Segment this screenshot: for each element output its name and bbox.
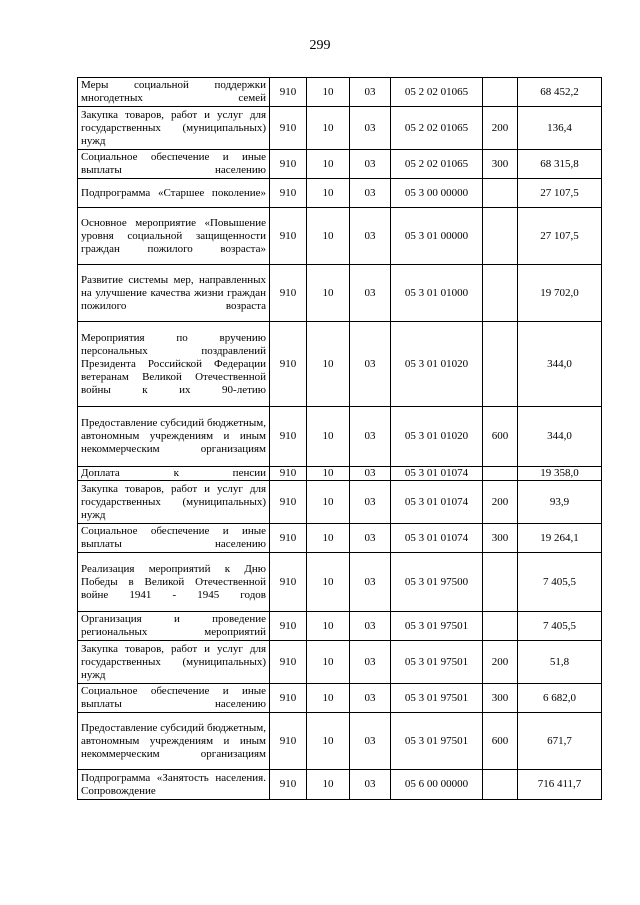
row-ministry-code: 910 [270,684,307,713]
row-section-code: 10 [307,612,350,641]
row-amount: 27 107,5 [518,208,602,265]
row-section-code: 10 [307,553,350,612]
table-row [78,641,602,684]
table-row [78,322,602,407]
row-name: Мероприятия по вручению персональных поздравлений Президента Российской Федерации ветеранам Великой Отечественной войны к их 90-летию [78,322,270,407]
row-subsection-code: 03 [350,107,391,150]
row-amount: 68 452,2 [518,78,602,107]
row-ministry-code: 910 [270,770,307,800]
row-expense-type: 300 [483,524,518,553]
row-expense-type [483,78,518,107]
row-ministry-code: 910 [270,641,307,684]
row-name: Меры социальной поддержки многодетных семей [78,78,270,107]
row-amount: 19 358,0 [518,467,602,481]
table-row [78,481,602,524]
row-name: Предоставление субсидий бюджетным, автономным учреждениям и иным некоммерческим организациям [78,713,270,770]
table-row [78,770,602,800]
table-row [78,150,602,179]
row-amount: 344,0 [518,407,602,467]
row-expense-type: 300 [483,150,518,179]
page-number: 299 [309,38,331,53]
row-ministry-code: 910 [270,150,307,179]
row-amount: 19 264,1 [518,524,602,553]
row-expense-type [483,612,518,641]
row-section-code: 10 [307,107,350,150]
table-row [78,265,602,322]
row-ministry-code: 910 [270,467,307,481]
table-row [78,78,602,107]
row-section-code: 10 [307,467,350,481]
row-section-code: 10 [307,481,350,524]
row-amount: 7 405,5 [518,553,602,612]
table-row [78,553,602,612]
row-subsection-code: 03 [350,684,391,713]
row-amount: 68 315,8 [518,150,602,179]
row-subsection-code: 03 [350,407,391,467]
table-row [78,684,602,713]
row-expense-type: 300 [483,684,518,713]
row-subsection-code: 03 [350,770,391,800]
row-subsection-code: 03 [350,265,391,322]
row-section-code: 10 [307,179,350,208]
row-subsection-code: 03 [350,179,391,208]
row-subsection-code: 03 [350,612,391,641]
row-amount: 51,8 [518,641,602,684]
row-target-article: 05 3 01 97501 [391,612,483,641]
row-subsection-code: 03 [350,322,391,407]
row-name: Реализация мероприятий к Дню Победы в Великой Отечественной войне 1941 - 1945 годов [78,553,270,612]
row-ministry-code: 910 [270,524,307,553]
row-ministry-code: 910 [270,265,307,322]
table-body [78,78,602,800]
row-amount: 136,4 [518,107,602,150]
row-name: Социальное обеспечение и иные выплаты населению [78,150,270,179]
table-row [78,179,602,208]
row-target-article: 05 3 01 97501 [391,713,483,770]
row-name: Доплата к пенсии [78,467,270,481]
row-target-article: 05 2 02 01065 [391,150,483,179]
row-amount: 7 405,5 [518,612,602,641]
row-expense-type [483,322,518,407]
row-name: Подпрограмма «Старшее поколение» [78,179,270,208]
row-subsection-code: 03 [350,713,391,770]
row-ministry-code: 910 [270,481,307,524]
row-target-article: 05 3 01 01020 [391,322,483,407]
row-section-code: 10 [307,78,350,107]
row-target-article: 05 3 01 01074 [391,524,483,553]
row-target-article: 05 3 01 00000 [391,208,483,265]
row-section-code: 10 [307,208,350,265]
row-subsection-code: 03 [350,553,391,612]
row-ministry-code: 910 [270,107,307,150]
row-subsection-code: 03 [350,467,391,481]
row-section-code: 10 [307,322,350,407]
row-section-code: 10 [307,524,350,553]
row-target-article: 05 3 01 97501 [391,641,483,684]
row-section-code: 10 [307,407,350,467]
table-row [78,407,602,467]
row-ministry-code: 910 [270,553,307,612]
row-section-code: 10 [307,770,350,800]
row-name: Подпрограмма «Занятость населения. Сопровождение [78,770,270,800]
row-section-code: 10 [307,265,350,322]
row-name: Основное мероприятие «Повышение уровня социальной защищенности граждан пожилого возраста» [78,208,270,265]
row-section-code: 10 [307,713,350,770]
row-expense-type: 200 [483,481,518,524]
row-subsection-code: 03 [350,524,391,553]
row-amount: 27 107,5 [518,179,602,208]
row-ministry-code: 910 [270,208,307,265]
row-target-article: 05 3 01 97500 [391,553,483,612]
table-row [78,713,602,770]
row-expense-type [483,179,518,208]
table-row [78,612,602,641]
row-amount: 671,7 [518,713,602,770]
row-subsection-code: 03 [350,78,391,107]
row-amount: 19 702,0 [518,265,602,322]
row-ministry-code: 910 [270,322,307,407]
row-expense-type [483,208,518,265]
row-amount: 716 411,7 [518,770,602,800]
budget-table [77,77,602,800]
row-ministry-code: 910 [270,407,307,467]
row-amount: 6 682,0 [518,684,602,713]
row-section-code: 10 [307,150,350,179]
row-name: Развитие системы мер, направленных на улучшение качества жизни граждан пожилого возраста [78,265,270,322]
row-target-article: 05 6 00 00000 [391,770,483,800]
row-name: Предоставление субсидий бюджетным, автономным учреждениям и иным некоммерческим организациям [78,407,270,467]
row-section-code: 10 [307,641,350,684]
row-subsection-code: 03 [350,208,391,265]
row-ministry-code: 910 [270,713,307,770]
row-name: Организация и проведение региональных мероприятий [78,612,270,641]
row-expense-type [483,553,518,612]
row-target-article: 05 3 01 01074 [391,481,483,524]
row-name: Социальное обеспечение и иные выплаты населению [78,684,270,713]
row-name: Социальное обеспечение и иные выплаты населению [78,524,270,553]
row-amount: 93,9 [518,481,602,524]
row-ministry-code: 910 [270,612,307,641]
row-target-article: 05 3 01 01020 [391,407,483,467]
row-section-code: 10 [307,684,350,713]
row-target-article: 05 3 01 01074 [391,467,483,481]
row-expense-type: 600 [483,713,518,770]
row-expense-type [483,770,518,800]
row-ministry-code: 910 [270,78,307,107]
row-subsection-code: 03 [350,150,391,179]
row-ministry-code: 910 [270,179,307,208]
row-target-article: 05 3 00 00000 [391,179,483,208]
table-row [78,208,602,265]
row-target-article: 05 2 02 01065 [391,78,483,107]
row-target-article: 05 3 01 01000 [391,265,483,322]
row-expense-type [483,467,518,481]
row-expense-type: 200 [483,641,518,684]
row-amount: 344,0 [518,322,602,407]
row-target-article: 05 3 01 97501 [391,684,483,713]
row-expense-type [483,265,518,322]
row-subsection-code: 03 [350,641,391,684]
row-expense-type: 200 [483,107,518,150]
table-row [78,467,602,481]
row-name: Закупка товаров, работ и услуг для государственных (муниципальных) нужд [78,107,270,150]
row-name: Закупка товаров, работ и услуг для государственных (муниципальных) нужд [78,481,270,524]
row-name: Закупка товаров, работ и услуг для государственных (муниципальных) нужд [78,641,270,684]
table-row [78,524,602,553]
table-row [78,107,602,150]
row-target-article: 05 2 02 01065 [391,107,483,150]
row-subsection-code: 03 [350,481,391,524]
row-expense-type: 600 [483,407,518,467]
